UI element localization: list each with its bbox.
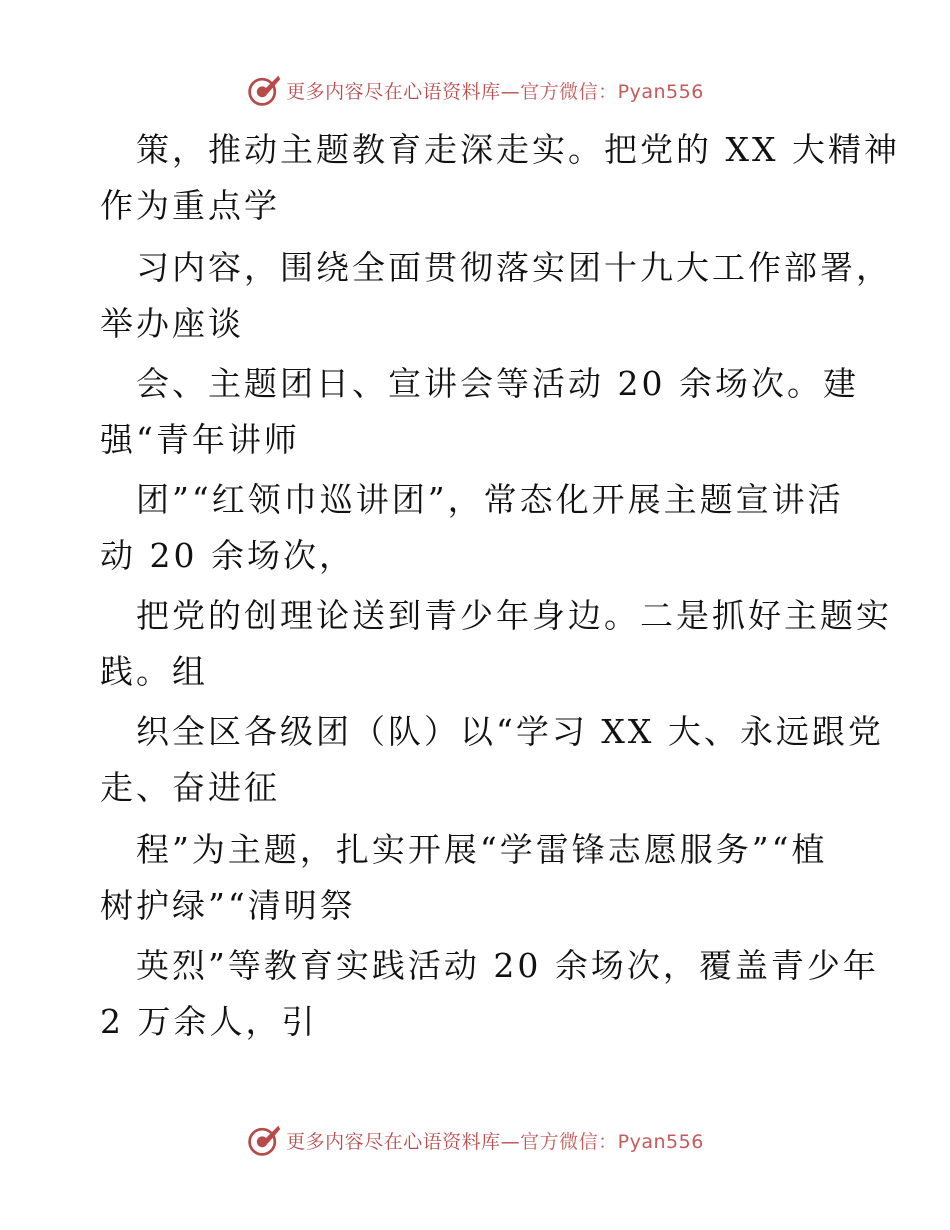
text-line: 践。组	[100, 652, 208, 691]
banner-dash: —	[500, 1130, 521, 1153]
footer-banner-text	[286, 1127, 704, 1154]
text-line: 举办座谈	[100, 304, 244, 343]
banner-wechat: 官方微信：Pyan556	[520, 1130, 704, 1153]
text-line: 团”“红领巾巡讲团”，常态化开展主题宣讲活	[136, 480, 844, 519]
text-line: 动 20 余场次，	[100, 536, 355, 575]
text-line: 会、主题团日、宣讲会等活动 20 余场次。建	[136, 364, 859, 403]
footer-banner	[0, 1120, 950, 1160]
banner-site-name: 更多内容尽在心语资料库	[286, 1130, 501, 1153]
text-line: 把党的创理论送到青少年身边。二是抓好主题实	[136, 596, 892, 635]
text-line: 程”为主题，扎实开展“学雷锋志愿服务”“植	[136, 830, 828, 869]
text-line: 织全区各级团（队）以“学习 XX 大、永远跟党	[136, 712, 884, 751]
text-line: 强“青年讲师	[100, 420, 300, 459]
header-banner	[0, 70, 950, 110]
pen-logo-icon	[246, 72, 282, 108]
text-line: 英烈”等教育实践活动 20 余场次，覆盖青少年	[136, 946, 879, 985]
text-line: 策，推动主题教育走深走实。把党的 XX 大精神	[136, 130, 900, 169]
text-line: 作为重点学	[100, 186, 280, 225]
banner-site-name: 更多内容尽在心语资料库	[286, 80, 501, 103]
pen-logo-icon	[246, 1122, 282, 1158]
banner-wechat: 官方微信：Pyan556	[520, 80, 704, 103]
text-line: 树护绿”“清明祭	[100, 886, 356, 925]
text-line: 走、奋进征	[100, 768, 280, 807]
text-line: 2 万余人，引	[100, 1002, 318, 1041]
header-banner-text	[286, 77, 704, 104]
text-line: 习内容，围绕全面贯彻落实团十九大工作部署，	[136, 248, 892, 287]
banner-dash: —	[500, 80, 521, 103]
